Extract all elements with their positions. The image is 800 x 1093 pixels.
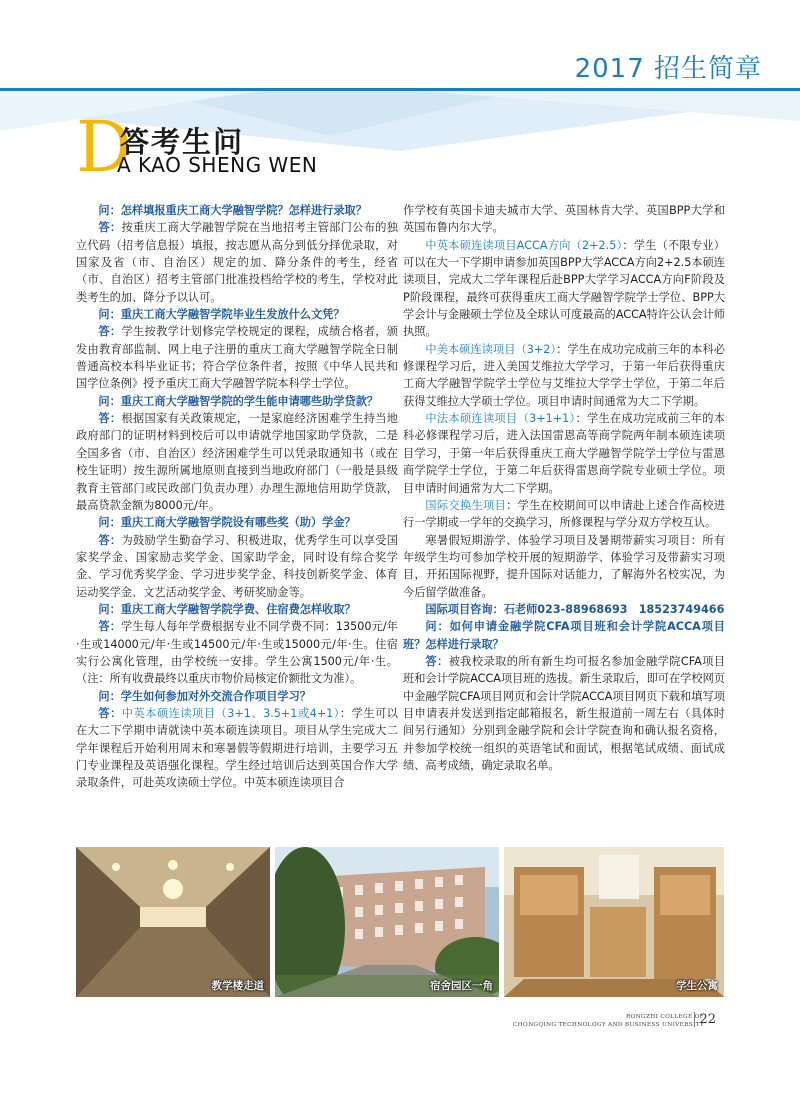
answer-text: 按重庆工商大学融智学院在当地招考主管部门公布的独立代码（招考信息报）填报，按志愿从高分到低分择优录取，对国家及省（市、自治区）规定的加、降分条件的考生，经省（市、自治区）招考主管部门批准投档给学校的考生，学校对此类考生的加、降分予以认可。	[76, 221, 398, 304]
program-name: 国际交换生项目	[425, 498, 507, 512]
paragraph-continuation: 作学校有英国卡迪夫城市大学、英国林肯大学、英国BPP大学和英国布鲁内尔大学。	[403, 204, 725, 235]
program-name: 中英本硕连读项目（3+1、3.5+1或4+1）	[121, 706, 340, 720]
page-number: 22	[694, 1012, 716, 1027]
answer	[76, 532, 398, 601]
answer-text: 根据国家有关政策规定，一是家庭经济困难学生持当地政府部门的证明材料到校后可以申请就学地国家助学贷款，二是全国多省（市、自治区）经济困难学生可以凭录取通知书（或在校生证明）按生源所属地原则直接到当地政府部门（一般是县级教育主管部门或民政部门负责办理）办理生源地信用助学贷款，最高贷款金额为8000元/年。	[76, 412, 398, 512]
photo-caption: 教学楼走道	[211, 980, 264, 992]
answer-label: 答：	[98, 325, 122, 339]
program-paragraph	[403, 497, 725, 532]
corridor-image	[76, 847, 270, 997]
dorm-area-image	[275, 847, 499, 997]
question: 问：如何申请金融学院CFA项目班和会计学院ACCA项目班？怎样进行录取？	[403, 620, 725, 651]
answer-label: 答：	[98, 221, 122, 235]
apartment-image	[504, 847, 724, 997]
answer	[76, 410, 398, 514]
right-column	[403, 202, 725, 774]
answer	[76, 219, 398, 306]
section-title: 答考生问	[120, 125, 245, 159]
answer-text: 学生按教学计划修完学校规定的课程，成绩合格者，颁发由教育部监制、网上电子注册的重庆工商大学融智学院全日制普通高校本科毕业证书；符合学位条件者，按照《中华人民共和国学位条例》授予重庆工商大学融智学院本科学士学位。	[76, 325, 398, 391]
answer-label: 答：	[98, 533, 122, 547]
answer	[76, 705, 398, 792]
answer-text: ：学生（不限专业）可以在大一下学期申请参加英国BPP大学ACCA方向2+2.5本硕连读项目，完成大二学年课程后赴BPP大学学习ACCA方向F阶段及P阶段课程，最终可获得重庆工商大学融智学院学士学位、BPP大学会计与金融硕士学位及全球认可度最高的ACCA特许公认会计师执照。	[403, 238, 725, 339]
photo-corridor	[76, 847, 270, 997]
answer-label: 答：	[98, 412, 122, 426]
brochure-title: 2017 招生简章	[574, 54, 762, 84]
program-name: 中英本硕连读项目ACCA方向（2+2.5）	[425, 238, 623, 252]
answer-label: 答：	[98, 620, 122, 634]
program-name: 中美本硕连读项目（3+2）	[425, 342, 557, 356]
photo-strip	[76, 847, 724, 997]
answer-text: ：学生可以在大二下学期申请就读中英本硕连读项目。项目从学生完成大二学年课程后开始利用周末和寒暑假等假期进行培训，主要学习五门专业课程及英语强化课程。学生经过培训后达到英国合作大学录取条件，可赴英攻读硕士学位。中英本硕连读项目合	[76, 706, 398, 790]
photo-caption: 宿舍园区一角	[430, 980, 493, 992]
answer-text: 被我校录取的所有新生均可报名参加金融学院CFA项目班和会计学院ACCA项目班的选拔。新生录取后，即可在学校网页中金融学院CFA项目网页和会计学院ACCA项目网页下载和填写项目申请表并发送到指定邮箱报名，新生报道前一周左右（具体时间另行通知）分别到金融学院和会计学院查询和确认报名资格，并参加学校统一组织的英语笔试和面试，根据笔试成绩、面试成绩、高考成绩，确定录取名单。	[403, 654, 725, 772]
photo-apartment	[504, 847, 724, 997]
question: 问：重庆工商大学融智学院设有哪些奖（助）学金？	[98, 516, 356, 530]
answer-text: 为鼓励学生勤奋学习、积极进取，优秀学生可以享受国家奖学金、国家励志奖学金、国家助学金，同时设有综合奖学金、学习优秀奖学金、学习进步奖学金、科技创新奖学金、体育运动奖学金、文艺活动奖学金、考研奖励金等。	[76, 533, 398, 599]
answer-text: ：学生在成功完成前三年的本科必修课程学习后，进入美国艾维拉大学学习，于第一年后获得重庆工商大学融智学院学士学位与艾维拉大学学士学位，于第二年后获得艾维拉大学硕士学位。项目申请时间通常为大二下学期。	[403, 342, 725, 408]
program-paragraph	[403, 410, 725, 497]
question: 问：重庆工商大学融智学院学费、住宿费怎样收取？	[98, 602, 356, 616]
photo-dorm-area	[275, 847, 499, 997]
answer-label: 答：	[98, 706, 122, 720]
answer	[76, 323, 398, 392]
question: 问：怎样填报重庆工商大学融智学院？怎样进行录取？	[98, 204, 367, 217]
paragraph: 寒暑假短期游学、体验学习项目及暑期带薪实习项目：所有年级学生均可参加学校开展的短期游学、体验学习及带薪实习项目，开拓国际视野，提升国际对话能力，了解海外名校实况，为今后留学做准备。	[403, 533, 725, 599]
program-name: 中法本硕连读项目（3+1+1）	[425, 412, 576, 426]
contact-line: 国际项目咨询：石老师023-88968693 18523749466	[425, 602, 725, 616]
question: 问：重庆工商大学融智学院毕业生发放什么文凭？	[98, 308, 345, 322]
section-initial: D	[76, 106, 133, 188]
answer-label: 答：	[425, 654, 449, 668]
answer	[76, 618, 398, 687]
answer-text: 学生每人每年学费根据专业不同学费不同：13500元/年·生或14000元/年·生或14500元/年·生或15000元/年·生。住宿实行公寓化管理，由学校统一安排。学生公寓1500元/年·生。（注：所有收费最终以重庆市物价局核定价额批文为准）。	[76, 620, 398, 686]
question: 问：学生如何参加对外交流合作项目学习？	[98, 689, 311, 703]
footer-school-name: RONGZHI COLLEGE OF CHONGQING TECHNOLOGY AND BUSINESS UNIVERSITY	[512, 1014, 704, 1028]
left-column	[76, 202, 398, 792]
answer-text: ：学生在成功完成前三年的本科必修课程学习后，进入法国雷恩高等商学院两年制本硕连读项目学习，于第一年后获得重庆工商大学融智学院学士学位与雷恩商学院学士学位，于第二年后获得雷恩商学院专业硕士学位。项目申请时间通常为大二下学期。	[403, 412, 725, 495]
program-paragraph	[403, 237, 725, 341]
photo-caption: 学生公寓	[676, 980, 718, 992]
section-subtitle: A KAO SHENG WEN	[117, 153, 318, 177]
answer-text: ：学生在校期间可以申请赴上述合作高校进行一学期或一学年的交换学习，所修课程与学分双方学校互认。	[403, 498, 725, 530]
question: 问：重庆工商大学融智学院的学生能申请哪些助学贷款？	[98, 394, 379, 408]
program-paragraph	[403, 341, 725, 410]
answer	[403, 653, 725, 774]
